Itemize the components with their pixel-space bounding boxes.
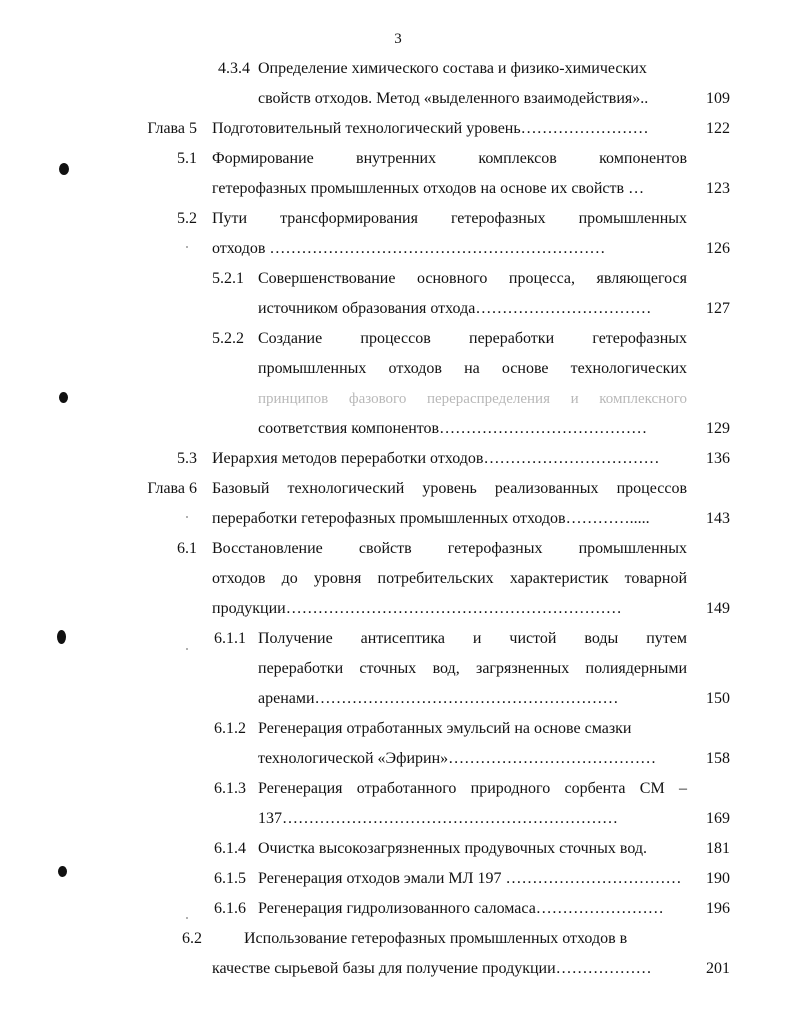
entry-number: 6.1.1 [214,630,246,647]
entry-title-line: технологической «Эфирин»………………………………… [258,750,657,767]
entry-page: 122 [706,120,730,137]
entry-page: 109 [706,90,730,107]
entry-title-line: 137……………………………………………………… [258,810,618,827]
entry-page: 129 [706,420,730,437]
binder-hole-mark [59,392,68,403]
entry-number: 4.3.4 [218,60,250,77]
entry-page: 143 [706,510,730,527]
scan-speck [186,917,188,919]
entry-title-line: Регенерация гидролизованного саломаса…………………… [258,900,664,917]
entry-page: 150 [706,690,730,707]
entry-page: 158 [706,750,730,767]
entry-page: 123 [706,180,730,197]
scan-speck [186,648,188,650]
entry-title-line: Базовый технологический уровень реализованных процессов [212,480,687,497]
entry-title-line: промышленных отходов на основе технологических [258,360,687,377]
entry-title-line: Получение антисептика и чистой воды путем [258,630,687,647]
entry-title-line: соответствия компонентов………………………………… [258,420,648,437]
entry-number: 6.1.4 [214,840,246,857]
entry-number: 6.1.2 [214,720,246,737]
entry-page: 196 [706,900,730,917]
entry-title-line: отходов ……………………………………………………… [212,240,606,257]
entry-title-line: Пути трансформирования гетерофазных промышленных [212,210,687,227]
entry-number: 5.2.1 [212,270,244,287]
entry-title-line: источником образования отхода…………………………… [258,300,652,317]
entry-number: 6.1 [177,540,197,557]
entry-page: 126 [706,240,730,257]
entry-title-line: аренами………………………………………………… [258,690,619,707]
entry-title-line: Использование гетерофазных промышленных отходов в [244,930,628,947]
entry-title-line: Очистка высокозагрязненных продувочных сточных вод. [258,840,648,857]
entry-title-line: Совершенствование основного процесса, являющегося [258,270,687,287]
entry-title-line: Восстановление свойств гетерофазных промышленных [212,540,687,557]
entry-page: 127 [706,300,730,317]
page-number: 3 [394,31,402,47]
entry-title-line: Регенерация отработанных эмульсий на основе смазки [258,720,632,737]
entry-page: 181 [706,840,730,857]
entry-number: 6.1.3 [214,780,246,797]
entry-number: 6.1.5 [214,870,246,887]
entry-title-line-faded: принципов фазового перераспределения и комплексного [258,391,687,407]
entry-title-line: Регенерация отходов эмали МЛ 197 …………………………… [258,870,682,887]
binder-hole-mark [58,866,67,877]
entry-page: 136 [706,450,730,467]
entry-title-line: свойств отходов. Метод «выделенного взаимодействия».. [258,90,649,107]
entry-title-line: Создание процессов переработки гетерофазных [258,330,687,347]
entry-title-line: отходов до уровня потребительских характеристик товарной [212,570,687,587]
entry-title-line: Определение химического состава и физико-химических [258,60,647,77]
scan-speck [186,246,188,248]
entry-title-line: Регенерация отработанного природного сорбента СМ – [258,780,687,797]
entry-page: 201 [706,960,730,977]
entry-number: 6.1.6 [214,900,246,917]
binder-hole-mark [59,163,69,175]
entry-title-line: гетерофазных промышленных отходов на основе их свойств … [212,180,645,197]
entry-number: 5.3 [177,450,197,467]
entry-number: 5.2 [177,210,197,227]
entry-page: 169 [706,810,730,827]
entry-title-line: переработки гетерофазных промышленных отходов…………..... [212,510,650,527]
entry-title-line: Иерархия методов переработки отходов…………………………… [212,450,660,467]
entry-title-line: переработки сточных вод, загрязненных полиядерными [258,660,687,677]
entry-number: 6.2 [182,930,202,947]
entry-number: 5.1 [177,150,197,167]
entry-number: Глава 5 [147,120,197,137]
entry-title-line: Формирование внутренних комплексов компонентов [212,150,687,167]
binder-hole-mark [57,630,66,644]
entry-title-line: качестве сырьевой базы для получение продукции……………… [212,960,652,977]
entry-page: 149 [706,600,730,617]
entry-title-line: продукции……………………………………………………… [212,600,622,617]
entry-page: 190 [706,870,730,887]
entry-number: Глава 6 [147,480,197,497]
scan-speck [186,516,188,518]
entry-number: 5.2.2 [212,330,244,347]
entry-title-line: Подготовительный технологический уровень…………………… [212,120,649,137]
